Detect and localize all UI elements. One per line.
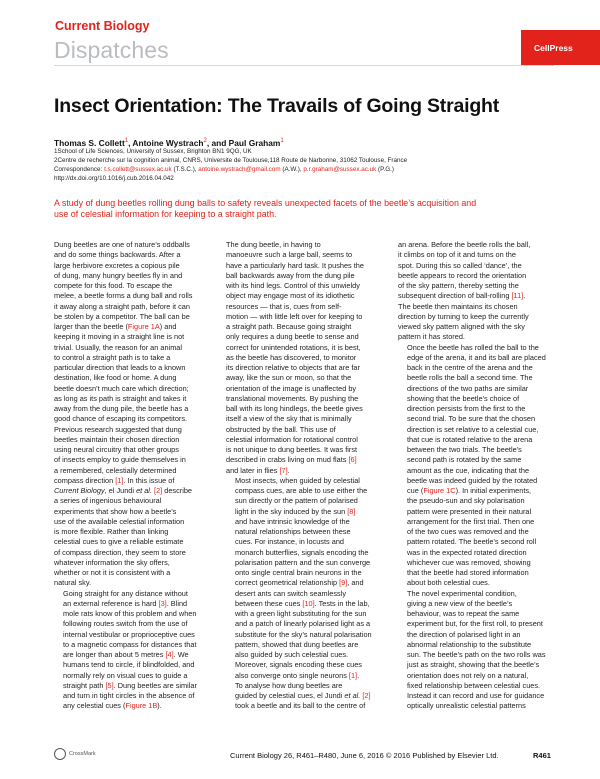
text-line: pattern rotated. The beetle’s second roll: [407, 537, 537, 547]
text-line: the pseudo-sun and sky polarisation: [407, 496, 525, 506]
text-line: orientation of the image is unaffected by: [226, 383, 357, 393]
text-line: humans tend to circle, if blindfolded, and: [63, 660, 195, 670]
body-column-2: [226, 240, 382, 712]
text-line: substitute for the sky’s natural polarisation: [235, 629, 372, 639]
paragraph: [398, 589, 554, 712]
text-line: pattern it has stored.: [398, 332, 465, 342]
text-line: with a green light substituting for the sun: [235, 609, 367, 618]
text-line: Moreover, signals encoding these cues: [235, 660, 362, 670]
text-line: subsequent direction of ball-rolling [11].: [398, 291, 526, 301]
text-line: of dung, many hungry beetles fly in and: [54, 270, 183, 280]
text-line: and have intrinsic knowledge of the: [235, 516, 350, 526]
text-line: of compass direction, they seem to store: [54, 547, 186, 557]
paragraph: [226, 681, 382, 712]
text-line: destination, like food or home. A dung: [54, 373, 177, 383]
text-line: sun directly or the pattern of polarised: [235, 496, 358, 506]
email-link[interactable]: t.s.collett@sussex.ac.uk: [104, 166, 172, 173]
affiliation: 1School of Life Sciences, University of Sussex, Brighton BN1 9QG, UK: [54, 148, 252, 155]
text-line: The beetle then maintains its chosen: [398, 301, 518, 311]
text-line: arrangement for the first trial. Then one: [407, 516, 535, 526]
text-line: back in the centre of the arena and the: [407, 363, 533, 372]
text-line: of the sky pattern, thereby setting the: [398, 281, 519, 290]
email-link[interactable]: antoine.wystrach@gmail.com: [198, 166, 281, 173]
text-line: is more flexible. Rather than linking: [54, 527, 169, 536]
text-line: of the two cues was removed and the: [407, 527, 529, 536]
text-line: direction by turning to keep the currently: [398, 311, 529, 321]
author-name: Antoine Wystrach: [132, 138, 204, 148]
text-line: polarisation pattern and the sun converge: [235, 557, 371, 567]
text-line: that cue is rotated relative to the arena: [407, 434, 533, 444]
text-line: directions of the two paths are similar: [407, 383, 529, 393]
text-line: correct for unintended rotations, it is best,: [226, 342, 361, 352]
paragraph: [226, 240, 382, 476]
text-line: Current Biology, el Jundi et al. [2] describe: [54, 486, 193, 495]
article-title: Insect Orientation: The Travails of Going Straight: [54, 95, 500, 117]
text-line: between these cues [10]. Tests in the lab,: [235, 598, 370, 608]
text-line: have a particularly hard task. It pushes the: [226, 260, 364, 270]
author-name: Thomas S. Collett: [54, 138, 125, 148]
crossmark-icon[interactable]: [54, 748, 66, 760]
body-column-3: [398, 240, 554, 712]
lead-line: A study of dung beetles rolling dung balls to safety reveals unexpected facets of the beetle’s acquisition and: [54, 198, 477, 208]
text-line: beetle appears to record the orientation: [398, 270, 527, 280]
text-line: a series of ingenious behavioural: [54, 496, 162, 506]
section-title: Dispatches: [54, 37, 169, 63]
text-line: was in the expected rotated direction: [407, 547, 527, 557]
text-line: amount as the cue, indicating that the: [407, 465, 530, 475]
text-line: light in the sky induced by the sun [8]: [235, 506, 356, 516]
text-line: following routes switch from the use of: [63, 619, 188, 629]
text-line: obstructed by the ball. This use of: [226, 424, 336, 434]
text-line: ball with its long hindlegs, the beetle gives: [226, 404, 363, 413]
text-line: Dung beetles are one of nature’s oddballs: [54, 240, 190, 249]
paragraph: [398, 240, 554, 343]
text-line: onto single central brain neurons in the: [235, 568, 362, 577]
text-line: particular direction that leads to a known: [54, 363, 186, 372]
text-line: optically unrealistic celestial patterns: [407, 701, 526, 711]
text-line: as the beetle has discovered, to monitor: [226, 352, 357, 362]
text-line: are longer than about 5 metres [4]. We: [63, 650, 189, 659]
text-line: also converge onto single neurons [1].: [235, 670, 360, 680]
text-line: object may engage most of its idiothetic: [226, 291, 355, 301]
text-line: away, like the sun or moon, so that the: [226, 373, 352, 383]
text-line: Instead it can record and use for guidance: [407, 691, 545, 700]
text-line: any celestial cues (Figure 1B).: [63, 701, 162, 711]
text-line: and later in flies [7].: [226, 465, 290, 475]
text-line: showing that the beetle’s choice of: [407, 393, 520, 403]
text-line: to a magnetic compass for distances that: [63, 639, 197, 649]
text-line: a straight path. Because going straight: [226, 322, 352, 331]
text-line: its direction relative to objects that are far: [226, 363, 360, 372]
text-line: with its hind legs. Control of this unwieldy: [226, 281, 360, 290]
correspondence-label: Correspondence:: [54, 166, 103, 173]
text-line: abnormal relationship to the substitute: [407, 639, 532, 649]
text-line: cues. For instance, in locusts and: [235, 537, 344, 547]
text-line: whichever cue was removed, showing: [407, 557, 531, 567]
text-line: sun. The beetle’s path on the two rolls was: [407, 650, 546, 659]
text-line: resources — that is, cues from self-: [226, 301, 342, 311]
author-name: and Paul Graham: [211, 138, 281, 148]
text-line: good chance of escaping its competitors.: [54, 414, 188, 424]
text-line: orientation does not rely on a natural,: [407, 670, 529, 680]
text-line: and a patch of linearly polarised light as a: [235, 619, 371, 629]
text-line: the direction of polarised light in an: [407, 629, 521, 639]
text-line: beetle doesn’t much care which direction;: [54, 383, 189, 393]
text-line: melee, a beetle forms a dung ball and rolls: [54, 291, 193, 301]
text-line: a remembered, celestially determined: [54, 465, 177, 475]
text-line: spot. During this so called ‘dance’, the: [398, 260, 522, 270]
text-line: beetle was indeed guided by the rotated: [407, 475, 538, 485]
text-line: pattern were presented in their natural: [407, 506, 532, 516]
lead-line: use of celestial information for keeping to a straight path.: [54, 209, 277, 220]
lead-summary: [54, 198, 554, 221]
paragraph: [398, 343, 554, 589]
publisher-logo: CellPress: [534, 43, 573, 53]
body-column-1: [54, 240, 210, 712]
text-line: an external reference is hard [3]. Blind: [63, 598, 188, 608]
text-line: about both celestial cues.: [407, 578, 490, 588]
text-line: of insects employ to guide themselves in: [54, 455, 186, 465]
text-line: The novel experimental condition,: [407, 588, 517, 598]
text-line: natural relationships between these: [235, 527, 351, 536]
text-line: also guided by such celestial cues.: [235, 650, 349, 659]
text-line: pattern, showed that dung beetles are: [235, 639, 359, 649]
text-line: took a beetle and its ball to the centre of: [235, 701, 366, 711]
text-line: trivial. Usually, the reason for an animal: [54, 342, 183, 352]
text-line: compete for this food. To escape the: [54, 281, 173, 290]
text-line: translational movements. By pushing the: [226, 393, 359, 403]
text-line: edge of the arena, it and its ball are placed: [407, 352, 546, 362]
text-line: To analyse how dung beetles are: [235, 680, 343, 690]
text-line: as long as its path is straight and takes it: [54, 393, 187, 403]
text-line: mole rats know of this problem and when: [63, 609, 197, 618]
text-line: correct geometrical relationship [9], and: [235, 578, 364, 588]
text-line: described in crabs living on mud flats [6]: [226, 455, 357, 465]
text-line: away from the dung pile, the beetle has a: [54, 404, 189, 413]
text-line: Once the beetle has rolled the ball to the: [407, 342, 539, 352]
journal-name: Current Biology: [55, 19, 150, 33]
text-line: fixed relationship between celestial cues.: [407, 680, 541, 690]
text-line: keeping it moving in a straight line is not: [54, 332, 185, 342]
author-initials: (A.W.),: [282, 166, 302, 173]
text-line: direction is set relative to a celestial cue,: [407, 424, 539, 434]
text-line: Previous research suggested that dung: [54, 424, 182, 434]
text-line: monarch butterflies, signals encoding the: [235, 547, 369, 557]
text-line: celestial information for rotational control: [226, 434, 358, 444]
text-line: internal vestibular or proprioceptive cues: [63, 629, 195, 639]
affiliation: 2Centre de recherche sur la cognition animal, CNRS, Universite de Toulouse,118 Route de Narbonne, 31062 Toulouse, France: [54, 157, 408, 164]
text-line: is not unique to dung beetles. It was first: [226, 445, 358, 454]
text-line: that the beetle had stored information: [407, 568, 529, 577]
text-line: between the two trials. The beetle’s: [407, 445, 522, 454]
text-line: Most insects, when guided by celestial: [235, 475, 360, 485]
paragraph: [226, 476, 382, 681]
author-initials: (P.G.): [378, 166, 395, 173]
author-affiliation-marker: 1: [124, 138, 129, 145]
text-line: Going straight for any distance without: [63, 588, 188, 598]
text-line: whatever information the sky offers,: [54, 557, 170, 567]
doi-link[interactable]: http://dx.doi.org/10.1016/j.cub.2016.04.042: [54, 175, 174, 182]
text-line: direction persists from the first to the: [407, 404, 526, 413]
footer-citation: Current Biology 26, R461–R480, June 6, 2016 © 2016 Published by Elsevier Ltd.: [230, 751, 499, 760]
text-line: and turn in tight circles in the absence of: [63, 691, 195, 700]
author-initials: (T.S.C.),: [173, 166, 197, 173]
text-line: second trial. To be sure that the chosen: [407, 414, 536, 424]
text-line: compass cues, are able to use either the: [235, 486, 368, 495]
text-line: straight path [5]. Dung beetles are similar: [63, 680, 197, 690]
text-line: normally rely on visual cues to guide a: [63, 670, 188, 680]
text-line: beetle rolls the ball a second time. The: [407, 373, 533, 383]
text-line: viewed sky pattern aligned with the sky: [398, 322, 525, 331]
text-line: compass direction [1]. In this issue of: [54, 475, 175, 485]
text-line: whether or not it is consistent with a: [54, 568, 171, 577]
text-line: to control a straight path is to take a: [54, 352, 171, 362]
text-line: behaviour, was to repeat the same: [407, 609, 520, 618]
text-line: itself a view of the sky that is minimally: [226, 414, 352, 424]
header-rule: [54, 65, 554, 66]
text-line: experiments that show how a beetle’s: [54, 506, 177, 516]
author-affiliation-marker: 1: [280, 138, 284, 145]
paragraph: [54, 589, 210, 712]
text-line: cue (Figure 1C). In initial experiments,: [407, 486, 532, 495]
text-line: just as straight, showing that the beetle’s: [407, 660, 540, 670]
text-line: The dung beetle, in having to: [226, 240, 321, 249]
email-link[interactable]: p.r.graham@sussex.ac.uk: [303, 166, 377, 173]
text-line: it away along a straight path, before it can: [54, 301, 190, 311]
author-affiliation-marker: 2: [203, 138, 207, 145]
text-line: desert ants can switch seamlessly: [235, 588, 347, 598]
text-line: second path is rotated by the same: [407, 455, 522, 465]
text-line: and do some things backwards. After a: [54, 250, 181, 260]
text-line: ball backwards away from the dung pile: [226, 270, 355, 280]
text-line: motion — with little left over for keeping to: [226, 311, 363, 321]
crossmark-label: CrossMark: [69, 751, 96, 757]
text-line: an arena. Before the beetle rolls the ball,: [398, 240, 531, 249]
text-line: it climbs on top of it and turns on the: [398, 250, 516, 260]
page-number: R461: [533, 751, 551, 760]
text-line: guided by celestial cues, el Jundi et al. [2]: [235, 691, 371, 700]
paragraph: [54, 240, 210, 589]
author-list: Thomas S. Collett$^1$, Antoine Wystrach$^2$, and Paul Graham$^1$: [54, 138, 284, 148]
text-line: celestial cues to give a reliable estimate: [54, 537, 184, 547]
text-line: larger than the beetle (Figure 1A) and: [54, 322, 177, 331]
text-line: be stolen by a competitor. The ball can be: [54, 311, 190, 321]
text-line: giving a new view of the beetle’s: [407, 598, 513, 608]
text-line: only requires a dung beetle to sense and: [226, 332, 359, 342]
text-line: natural sky.: [54, 578, 92, 588]
text-line: manoeuvre such a large ball, seems to: [226, 250, 353, 260]
text-line: using neural circuitry that other groups: [54, 445, 179, 454]
text-line: use of the available celestial information: [54, 516, 185, 526]
text-line: experiment but, for the first roll, to present: [407, 619, 543, 629]
text-line: beetles maintain their chosen direction: [54, 434, 180, 444]
text-line: large herbivore excretes a copious pile: [54, 260, 180, 270]
